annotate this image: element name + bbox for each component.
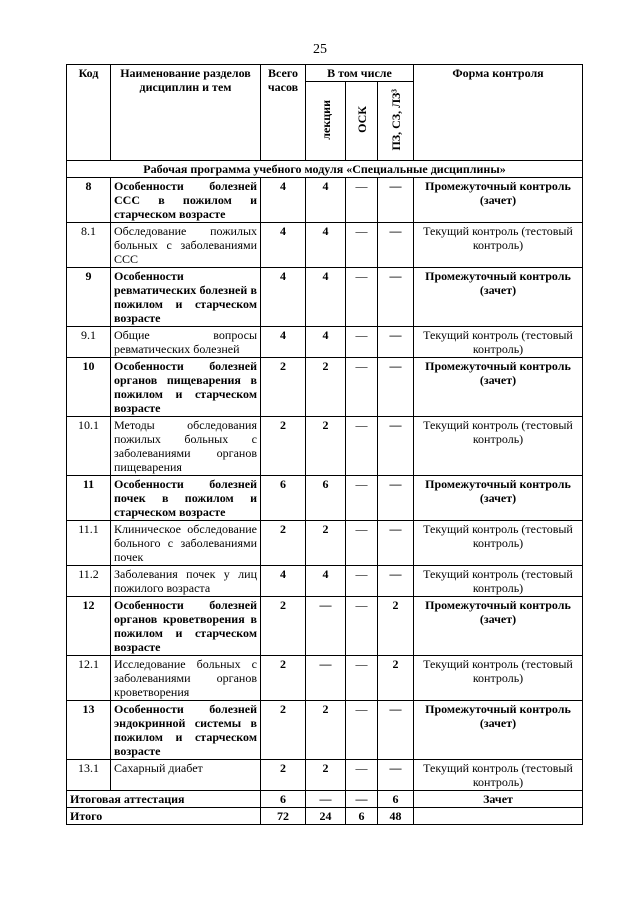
row-control-form: Текущий контроль (тестовый контроль) xyxy=(414,223,583,268)
row-osk: — xyxy=(346,178,378,223)
row-pz: — xyxy=(378,178,414,223)
row-code: 8 xyxy=(67,178,111,223)
row-code: 12 xyxy=(67,597,111,656)
row-control-form: Текущий контроль (тестовый контроль) xyxy=(414,417,583,476)
row-osk: — xyxy=(346,327,378,358)
row-total-hours: 4 xyxy=(261,178,306,223)
final-attestation-osk: — xyxy=(346,791,378,808)
row-control-form: Промежуточный контроль (зачет) xyxy=(414,178,583,223)
grand-total-total: 72 xyxy=(261,808,306,825)
grand-total-osk: 6 xyxy=(346,808,378,825)
grand-total-lectures: 24 xyxy=(306,808,346,825)
row-osk: — xyxy=(346,566,378,597)
header-including: В том числе xyxy=(306,65,414,82)
table-row xyxy=(67,760,583,791)
row-name: Методы обследования пожилых больных с заболеваниями органов пищеварения xyxy=(111,417,261,476)
row-total-hours: 6 xyxy=(261,476,306,521)
row-control-form: Текущий контроль (тестовый контроль) xyxy=(414,760,583,791)
row-total-hours: 2 xyxy=(261,521,306,566)
row-code: 10 xyxy=(67,358,111,417)
row-control-form: Текущий контроль (тестовый контроль) xyxy=(414,521,583,566)
row-total-hours: 2 xyxy=(261,358,306,417)
table-row xyxy=(67,521,583,566)
row-code: 11 xyxy=(67,476,111,521)
row-total-hours: 2 xyxy=(261,597,306,656)
header-code: Код xyxy=(67,65,111,161)
row-pz: — xyxy=(378,521,414,566)
row-total-hours: 2 xyxy=(261,760,306,791)
row-osk: — xyxy=(346,701,378,760)
row-name: Обследование пожилых больных с заболеваниями ССС xyxy=(111,223,261,268)
row-lectures: 4 xyxy=(306,178,346,223)
table-row xyxy=(67,417,583,476)
table-row xyxy=(67,327,583,358)
row-pz: — xyxy=(378,327,414,358)
table-row xyxy=(67,476,583,521)
grand-total-pz: 48 xyxy=(378,808,414,825)
row-code: 13.1 xyxy=(67,760,111,791)
row-pz: — xyxy=(378,701,414,760)
table-row xyxy=(67,701,583,760)
row-total-hours: 4 xyxy=(261,223,306,268)
row-name: Сахарный диабет xyxy=(111,760,261,791)
row-control-form: Промежуточный контроль (зачет) xyxy=(414,597,583,656)
row-pz: — xyxy=(378,223,414,268)
row-code: 11.1 xyxy=(67,521,111,566)
row-code: 12.1 xyxy=(67,656,111,701)
row-name: Особенности болезней органов кроветворения в пожилом и старческом возрасте xyxy=(111,597,261,656)
header-pz: ПЗ, СЗ, ЛЗ³ xyxy=(378,82,414,161)
row-osk: — xyxy=(346,760,378,791)
row-lectures: 4 xyxy=(306,327,346,358)
row-code: 9.1 xyxy=(67,327,111,358)
row-pz: — xyxy=(378,417,414,476)
page-number: 25 xyxy=(313,42,327,57)
row-osk: — xyxy=(346,358,378,417)
row-osk: — xyxy=(346,268,378,327)
row-pz: — xyxy=(378,476,414,521)
row-lectures: — xyxy=(306,597,346,656)
row-osk: — xyxy=(346,476,378,521)
row-pz: 2 xyxy=(378,597,414,656)
final-attestation-pz: 6 xyxy=(378,791,414,808)
row-pz: — xyxy=(378,268,414,327)
row-name: Исследование больных с заболеваниями органов кроветворения xyxy=(111,656,261,701)
row-control-form: Текущий контроль (тестовый контроль) xyxy=(414,656,583,701)
header-control-form: Форма контроля xyxy=(414,65,583,161)
row-lectures: 2 xyxy=(306,760,346,791)
header-name: Наименование разделов дисциплин и тем xyxy=(111,65,261,161)
row-osk: — xyxy=(346,597,378,656)
row-total-hours: 4 xyxy=(261,566,306,597)
row-pz: — xyxy=(378,566,414,597)
final-attestation-total: 6 xyxy=(261,791,306,808)
header-lectures: лекции xyxy=(306,82,346,161)
table-row xyxy=(67,268,583,327)
row-code: 8.1 xyxy=(67,223,111,268)
grand-total-control xyxy=(414,808,583,825)
row-name: Клиническое обследование больного с заболеваниями почек xyxy=(111,521,261,566)
row-control-form: Промежуточный контроль (зачет) xyxy=(414,268,583,327)
row-lectures: 2 xyxy=(306,701,346,760)
row-control-form: Текущий контроль (тестовый контроль) xyxy=(414,566,583,597)
header-osk: ОСК xyxy=(346,82,378,161)
row-lectures: 4 xyxy=(306,223,346,268)
row-code: 10.1 xyxy=(67,417,111,476)
row-control-form: Промежуточный контроль (зачет) xyxy=(414,701,583,760)
final-attestation-row xyxy=(67,791,583,808)
row-code: 13 xyxy=(67,701,111,760)
row-name: Особенности болезней ССС в пожилом и старческом возрасте xyxy=(111,178,261,223)
header-total-hours: Всего часов xyxy=(261,65,306,161)
final-attestation-label: Итоговая аттестация xyxy=(67,791,261,808)
grand-total-label: Итого xyxy=(67,808,261,825)
final-attestation-control: Зачет xyxy=(414,791,583,808)
row-lectures: 4 xyxy=(306,566,346,597)
row-lectures: 2 xyxy=(306,521,346,566)
row-name: Особенности болезней эндокринной системы в пожилом и старческом возрасте xyxy=(111,701,261,760)
row-pz: — xyxy=(378,760,414,791)
row-osk: — xyxy=(346,521,378,566)
curriculum-table xyxy=(66,64,583,825)
header-row xyxy=(67,65,583,82)
row-pz: — xyxy=(378,358,414,417)
row-name: Заболевания почек у лиц пожилого возраста xyxy=(111,566,261,597)
row-osk: — xyxy=(346,417,378,476)
row-total-hours: 2 xyxy=(261,701,306,760)
row-total-hours: 4 xyxy=(261,268,306,327)
table-row xyxy=(67,566,583,597)
table-row xyxy=(67,223,583,268)
grand-total-row xyxy=(67,808,583,825)
table-row xyxy=(67,358,583,417)
row-name: Особенности ревматических болезней в пожилом и старческом возрасте xyxy=(111,268,261,327)
row-total-hours: 2 xyxy=(261,656,306,701)
row-name: Особенности болезней органов пищеварения в пожилом и старческом возрасте xyxy=(111,358,261,417)
table-row xyxy=(67,597,583,656)
row-total-hours: 2 xyxy=(261,417,306,476)
row-lectures: 2 xyxy=(306,358,346,417)
row-osk: — xyxy=(346,223,378,268)
table-row xyxy=(67,178,583,223)
row-lectures: — xyxy=(306,656,346,701)
row-code: 11.2 xyxy=(67,566,111,597)
row-total-hours: 4 xyxy=(261,327,306,358)
module-title-row xyxy=(67,161,583,178)
table-row xyxy=(67,656,583,701)
row-name: Общие вопросы ревматических болезней xyxy=(111,327,261,358)
row-lectures: 6 xyxy=(306,476,346,521)
row-lectures: 4 xyxy=(306,268,346,327)
row-control-form: Промежуточный контроль (зачет) xyxy=(414,476,583,521)
row-control-form: Промежуточный контроль (зачет) xyxy=(414,358,583,417)
row-lectures: 2 xyxy=(306,417,346,476)
row-osk: — xyxy=(346,656,378,701)
row-code: 9 xyxy=(67,268,111,327)
module-title: Рабочая программа учебного модуля «Специальные дисциплины» xyxy=(67,161,583,178)
row-name: Особенности болезней почек в пожилом и старческом возрасте xyxy=(111,476,261,521)
final-attestation-lectures: — xyxy=(306,791,346,808)
row-pz: 2 xyxy=(378,656,414,701)
row-control-form: Текущий контроль (тестовый контроль) xyxy=(414,327,583,358)
